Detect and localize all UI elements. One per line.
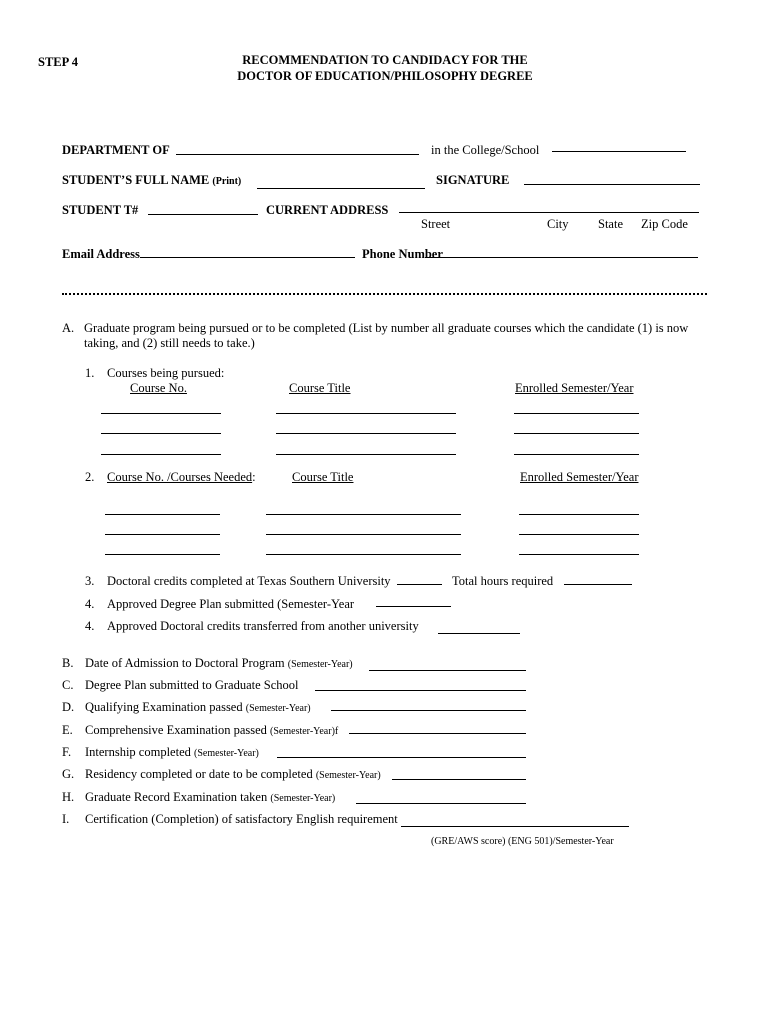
item-c-marker: C. [62, 678, 74, 692]
item-i-label: Certification (Completion) of satisfactory English requirement [85, 812, 398, 826]
item2-row2-course-title[interactable] [266, 534, 461, 535]
item1-row2-semester[interactable] [514, 433, 639, 434]
student-t-input-line[interactable] [148, 214, 258, 215]
footer-note: (GRE/AWS score) (ENG 501)/Semester-Year [431, 836, 614, 847]
signature-input-line[interactable] [524, 184, 700, 185]
college-input-line[interactable] [552, 151, 686, 152]
item-b-input-line[interactable] [369, 670, 526, 671]
item4a-number: 4. [85, 597, 95, 611]
item-d-input-line[interactable] [331, 710, 526, 711]
student-t-label: STUDENT T# [62, 203, 139, 217]
item-f-hint: (Semester-Year) [194, 748, 259, 759]
item2-row2-course-no[interactable] [105, 534, 220, 535]
section-a-marker: A. [62, 321, 75, 335]
item2-row3-course-no[interactable] [105, 554, 220, 555]
item-c-label: Degree Plan submitted to Graduate School [85, 678, 299, 692]
item-g-row [62, 767, 381, 782]
item4a-input-line[interactable] [376, 606, 451, 607]
item-f-label: Internship completed [85, 745, 191, 759]
address-zip-hint: Zip Code [641, 217, 688, 231]
email-label: Email Address [62, 247, 140, 261]
item2-col-semester: Enrolled Semester/Year [520, 470, 639, 484]
item-d-label: Qualifying Examination passed [85, 700, 243, 714]
item3-label: Doctoral credits completed at Texas Southern University [107, 574, 391, 588]
item-i-marker: I. [62, 812, 70, 826]
item1-col-course-title: Course Title [289, 381, 351, 395]
item-b-row [62, 656, 353, 671]
item-h-hint: (Semester-Year) [270, 793, 336, 804]
item2-row1-semester[interactable] [519, 514, 639, 515]
item2-row1-course-title[interactable] [266, 514, 461, 515]
address-state-hint: State [598, 217, 623, 231]
item4b-label: Approved Doctoral credits transferred from another university [107, 619, 419, 633]
item-h-input-line[interactable] [356, 803, 526, 804]
phone-label: Phone Number [362, 247, 443, 261]
step-label: STEP 4 [38, 55, 78, 69]
item-b-hint: (Semester-Year) [287, 659, 353, 670]
item1-row2-course-title[interactable] [276, 433, 456, 434]
item1-label: Courses being pursued: [107, 366, 225, 380]
item-g-hint: (Semester-Year) [315, 770, 381, 781]
signature-label: SIGNATURE [436, 173, 510, 187]
item-e-marker: E. [62, 723, 73, 737]
form-title-line2: DOCTOR OF EDUCATION/PHILOSOPHY DEGREE [237, 69, 533, 83]
student-name-label-text: STUDENT’S FULL NAME [62, 173, 210, 187]
item2-col-colon: : [252, 470, 256, 484]
student-name-input-line[interactable] [257, 188, 425, 189]
item2-row3-semester[interactable] [519, 554, 639, 555]
student-name-label [62, 173, 241, 188]
item3-total-label: Total hours required [452, 574, 554, 588]
item-f-row [62, 745, 259, 760]
item2-col-course-no [107, 470, 256, 485]
item-b-marker: B. [62, 656, 74, 670]
item-c-input-line[interactable] [315, 690, 526, 691]
item2-col-course-no-text: Course No. /Courses Needed [107, 470, 253, 484]
item-e-hint: (Semester-Year)f [270, 726, 339, 737]
section-a-text-line2: taking, and (2) still needs to take.) [84, 336, 255, 350]
item-h-label: Graduate Record Examination taken [85, 790, 268, 804]
item4b-number: 4. [85, 619, 95, 633]
item-d-marker: D. [62, 700, 75, 714]
item-d-hint: (Semester-Year) [245, 703, 311, 714]
address-input-line[interactable] [399, 212, 699, 213]
item-e-label: Comprehensive Examination passed [85, 723, 267, 737]
item-c-row [62, 678, 299, 693]
item1-row1-semester[interactable] [514, 413, 639, 414]
item1-row2-course-no[interactable] [101, 433, 221, 434]
item-h-marker: H. [62, 790, 75, 804]
item4b-input-line[interactable] [438, 633, 520, 634]
item2-row1-course-no[interactable] [105, 514, 220, 515]
item1-row3-course-title[interactable] [276, 454, 456, 455]
item1-row1-course-no[interactable] [101, 413, 221, 414]
phone-input-line[interactable] [425, 257, 698, 258]
item1-row3-semester[interactable] [514, 454, 639, 455]
form-title-line1: RECOMMENDATION TO CANDIDACY FOR THE [242, 53, 528, 67]
item4a-label: Approved Degree Plan submitted (Semester-Year [107, 597, 355, 611]
item2-row2-semester[interactable] [519, 534, 639, 535]
item-e-row [62, 723, 338, 738]
item1-row1-course-title[interactable] [276, 413, 456, 414]
department-label: DEPARTMENT OF [62, 143, 170, 157]
item-b-label: Date of Admission to Doctoral Program [85, 656, 285, 670]
department-input-line[interactable] [176, 154, 419, 155]
item-i-input-line[interactable] [401, 826, 629, 827]
item-g-marker: G. [62, 767, 75, 781]
student-name-hint: (Print) [212, 176, 242, 187]
item-e-input-line[interactable] [349, 733, 526, 734]
item2-col-course-title: Course Title [292, 470, 354, 484]
section-a-text-line1: Graduate program being pursued or to be completed (List by number all graduate courses which the candidate (1) is now [84, 321, 689, 335]
address-city-hint: City [547, 217, 569, 231]
email-input-line[interactable] [140, 257, 355, 258]
item1-col-course-no: Course No. [130, 381, 187, 395]
college-label: in the College/School [431, 143, 540, 157]
item-f-marker: F. [62, 745, 72, 759]
address-street-hint: Street [421, 217, 451, 231]
item2-number: 2. [85, 470, 95, 484]
item1-col-semester: Enrolled Semester/Year [515, 381, 634, 395]
item-i-row [62, 812, 398, 827]
item3-total-input-line[interactable] [564, 584, 632, 585]
item2-row3-course-title[interactable] [266, 554, 461, 555]
current-address-label: CURRENT ADDRESS [266, 203, 389, 217]
item-h-row [62, 790, 335, 805]
item-d-row [62, 700, 311, 715]
item-f-input-line[interactable] [277, 757, 526, 758]
item3-credits-input-line[interactable] [397, 584, 442, 585]
item3-number: 3. [85, 574, 95, 588]
item1-row3-course-no[interactable] [101, 454, 221, 455]
form-title [0, 53, 770, 84]
item1-number: 1. [85, 366, 95, 380]
section-divider [62, 293, 707, 295]
item-g-label: Residency completed or date to be completed [85, 767, 313, 781]
item-g-input-line[interactable] [392, 779, 526, 780]
